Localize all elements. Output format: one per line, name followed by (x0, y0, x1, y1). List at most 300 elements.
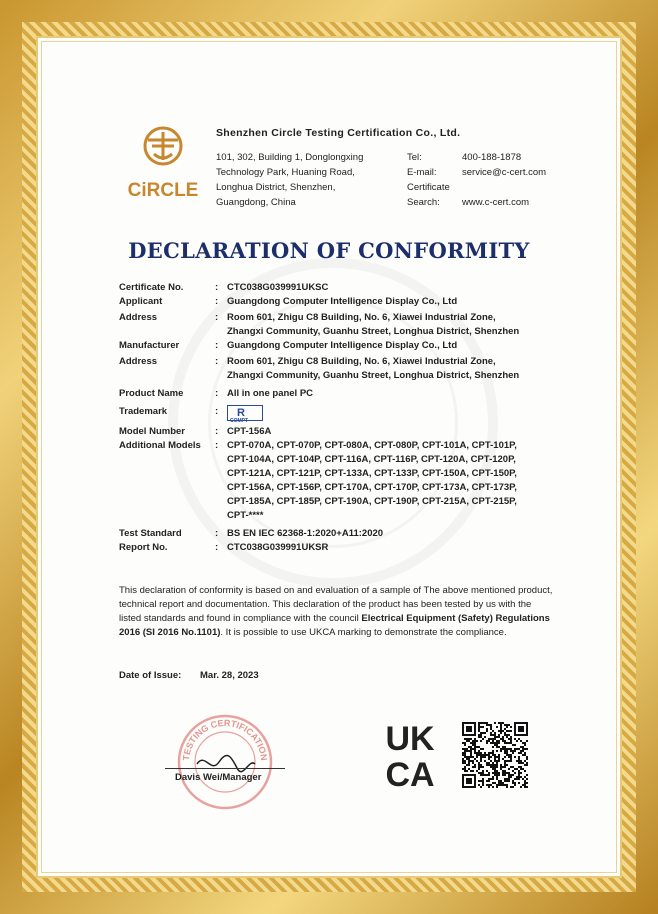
qr-module (512, 774, 514, 776)
qr-module (488, 774, 490, 776)
qr-module (494, 756, 496, 758)
qr-module (518, 778, 520, 780)
qr-module (498, 756, 500, 758)
qr-module (466, 738, 468, 740)
qr-module (496, 786, 498, 788)
qr-module (518, 782, 520, 784)
qr-module (504, 764, 506, 766)
qr-module (482, 782, 484, 784)
qr-module (500, 748, 502, 750)
qr-module (494, 742, 496, 744)
qr-module (476, 746, 478, 748)
field-label: Test Standard (119, 528, 182, 539)
field-value-line: CPT-121A, CPT-121P, CPT-133A, CPT-133P, CPT-150A, CPT-150P, (227, 468, 517, 479)
qr-module (480, 722, 482, 724)
qr-module (488, 784, 490, 786)
qr-module (490, 732, 492, 734)
qr-module (504, 750, 506, 752)
qr-module (472, 748, 474, 750)
field-colon: : (215, 312, 219, 323)
field-colon: : (215, 388, 219, 399)
qr-module (478, 746, 480, 748)
contact-label: E-mail: (407, 167, 437, 178)
document-title: DECLARATION OF CONFORMITY (128, 238, 530, 263)
qr-module (472, 744, 474, 746)
qr-module (506, 780, 508, 782)
qr-module (504, 740, 506, 742)
qr-module (492, 752, 494, 754)
qr-module (504, 762, 506, 764)
qr-module (524, 748, 526, 750)
qr-module (482, 774, 484, 776)
qr-module (502, 766, 504, 768)
field-value-line: CPT-070A, CPT-070P, CPT-080A, CPT-080P, CPT-101A, CPT-101P, (227, 440, 517, 451)
qr-module (468, 762, 470, 764)
qr-module (490, 742, 492, 744)
qr-module (472, 760, 474, 762)
qr-module (496, 750, 498, 752)
qr-module (480, 772, 482, 774)
field-row (119, 425, 559, 439)
qr-module (522, 784, 524, 786)
qr-module (500, 768, 502, 770)
qr-module (516, 778, 518, 780)
qr-module (492, 734, 494, 736)
qr-module (478, 736, 480, 738)
qr-module (506, 748, 508, 750)
qr-module (468, 750, 470, 752)
contact-label: Certificate (407, 182, 450, 193)
qr-module (524, 744, 526, 746)
qr-module (524, 760, 526, 762)
qr-module (500, 738, 502, 740)
qr-module (504, 784, 506, 786)
qr-module (498, 758, 500, 760)
field-value (227, 439, 559, 523)
qr-module (462, 748, 464, 750)
qr-module (488, 756, 490, 758)
qr-module (462, 742, 464, 744)
qr-module (466, 778, 472, 784)
qr-module (504, 778, 506, 780)
qr-module (474, 746, 476, 748)
qr-module (486, 774, 488, 776)
qr-module (524, 780, 526, 782)
qr-module (508, 772, 510, 774)
qr-module (494, 758, 496, 760)
qr-module (464, 768, 466, 770)
qr-module (506, 734, 508, 736)
qr-module (498, 780, 500, 782)
qr-module (486, 784, 488, 786)
qr-module (490, 728, 492, 730)
field-value-line: All in one panel PC (227, 388, 314, 399)
qr-module (524, 782, 526, 784)
field-value-line: CTC038G039991UKSR (227, 542, 329, 553)
qr-module (518, 758, 520, 760)
qr-module (480, 732, 482, 734)
field-label: Additional Models (119, 440, 201, 451)
qr-module (478, 734, 480, 736)
qr-module (484, 736, 486, 738)
field-colon: : (215, 340, 219, 351)
qr-module (496, 772, 498, 774)
field-row (119, 311, 559, 339)
qr-module (524, 764, 526, 766)
qr-module (506, 786, 508, 788)
qr-module (498, 742, 500, 744)
qr-module (494, 774, 496, 776)
qr-module (518, 772, 520, 774)
qr-module (494, 770, 496, 772)
svg-text:TESTING CERTIFICATION (181, 718, 269, 761)
qr-module (508, 778, 510, 780)
qr-module (502, 730, 504, 732)
qr-module (524, 770, 526, 772)
qr-module (492, 764, 494, 766)
qr-module (514, 778, 516, 780)
qr-module (480, 752, 482, 754)
qr-module (474, 764, 476, 766)
qr-module (522, 778, 524, 780)
qr-module (464, 738, 466, 740)
qr-module (496, 736, 498, 738)
qr-module (470, 756, 472, 758)
qr-module (500, 782, 502, 784)
qr-module (504, 734, 506, 736)
qr-module (466, 750, 468, 752)
qr-module (466, 764, 468, 766)
qr-module (504, 732, 506, 734)
qr-module (504, 742, 506, 744)
qr-module (484, 760, 486, 762)
qr-module (510, 756, 512, 758)
qr-module (470, 748, 472, 750)
qr-module (508, 730, 510, 732)
qr-module (514, 782, 516, 784)
qr-module (484, 756, 486, 758)
qr-module (482, 772, 484, 774)
qr-module (514, 784, 516, 786)
qr-module (494, 760, 496, 762)
qr-module (472, 762, 474, 764)
qr-module (522, 762, 524, 764)
qr-module (468, 746, 470, 748)
qr-module (464, 754, 466, 756)
qr-module (526, 786, 528, 788)
qr-module (482, 778, 484, 780)
qr-module (488, 740, 490, 742)
qr-module (468, 756, 470, 758)
qr-module (490, 784, 492, 786)
ukca-top: UK (385, 720, 435, 758)
qr-module (480, 756, 482, 758)
field-row (119, 295, 559, 309)
qr-module (494, 738, 496, 740)
qr-module (504, 774, 506, 776)
qr-module (520, 752, 522, 754)
trademark-mark: R (237, 407, 245, 419)
field-colon: : (215, 296, 219, 307)
field-value (227, 281, 559, 295)
qr-module (518, 762, 520, 764)
qr-module (464, 762, 466, 764)
qr-module (470, 760, 472, 762)
qr-module (478, 772, 480, 774)
qr-module (474, 742, 476, 744)
qr-module (510, 766, 512, 768)
qr-module (522, 742, 524, 744)
qr-module (488, 764, 490, 766)
qr-module (482, 754, 484, 756)
field-label: Product Name (119, 388, 184, 399)
qr-module (492, 762, 494, 764)
qr-module (478, 754, 480, 756)
qr-module (522, 746, 524, 748)
qr-module (468, 758, 470, 760)
field-label: Manufacturer (119, 340, 180, 351)
qr-module (482, 766, 484, 768)
qr-module (506, 752, 508, 754)
qr-module (510, 754, 512, 756)
field-row (119, 527, 559, 541)
qr-module (480, 740, 482, 742)
qr-module (508, 776, 510, 778)
qr-module (514, 744, 516, 746)
qr-module (524, 784, 526, 786)
qr-module (484, 754, 486, 756)
qr-module (484, 774, 486, 776)
qr-module (484, 752, 486, 754)
qr-module (496, 726, 498, 728)
qr-module (502, 738, 504, 740)
qr-module (524, 754, 526, 756)
field-row (119, 339, 559, 353)
qr-module (520, 746, 522, 748)
qr-module (500, 724, 502, 726)
field-label: Report No. (119, 542, 168, 553)
qr-module (464, 742, 466, 744)
qr-module (500, 780, 502, 782)
qr-module (518, 770, 520, 772)
field-value-line: BS EN IEC 62368-1:2020+A11:2020 (227, 528, 384, 539)
qr-module (508, 768, 510, 770)
qr-module (464, 756, 466, 758)
qr-module (506, 784, 508, 786)
qr-module (464, 766, 466, 768)
qr-module (500, 732, 502, 734)
company-address (216, 150, 396, 210)
qr-module (474, 748, 476, 750)
qr-module (494, 722, 496, 724)
qr-module (472, 756, 474, 758)
field-label: Certificate No. (119, 282, 184, 293)
qr-module (502, 782, 504, 784)
qr-module (520, 766, 522, 768)
field-label: Address (119, 356, 158, 367)
qr-module (510, 786, 512, 788)
qr-module (492, 768, 494, 770)
qr-module (480, 726, 482, 728)
qr-module (522, 768, 524, 770)
qr-module (502, 746, 504, 748)
qr-module (486, 742, 488, 744)
qr-module (524, 742, 526, 744)
qr-module (526, 782, 528, 784)
qr-module (474, 766, 476, 768)
certificate-fields (119, 281, 559, 555)
qr-module (510, 742, 512, 744)
address-line: Longhua District, Shenzhen, (216, 182, 336, 193)
qr-module (508, 774, 510, 776)
qr-module (500, 722, 502, 724)
circle-logo (118, 122, 208, 202)
qr-module (480, 766, 482, 768)
qr-module (496, 776, 498, 778)
qr-module (494, 734, 496, 736)
qr-module (464, 744, 466, 746)
field-row (119, 281, 559, 295)
qr-module (526, 740, 528, 742)
qr-code[interactable] (462, 722, 528, 788)
qr-module (468, 740, 470, 742)
qr-module (468, 738, 470, 740)
qr-module (514, 750, 516, 752)
qr-module (526, 778, 528, 780)
qr-module (498, 736, 500, 738)
qr-module (506, 726, 508, 728)
qr-module (490, 756, 492, 758)
signatory-name: Davis Wei/Manager (175, 772, 262, 783)
seal-text: TESTING CERTIFICATION (180, 717, 270, 762)
qr-module (502, 748, 504, 750)
qr-module (468, 764, 470, 766)
qr-module (498, 784, 500, 786)
qr-module (506, 760, 508, 762)
qr-module (512, 752, 514, 754)
qr-module (488, 754, 490, 756)
qr-module (486, 730, 488, 732)
qr-module (490, 726, 492, 728)
qr-module (510, 740, 512, 742)
field-value (227, 387, 559, 401)
qr-module (518, 726, 524, 732)
declaration-regulation: Electrical Equipment (Safety) Regulations 2016 (SI 2016 No.1101) (119, 613, 550, 638)
field-colon: : (215, 542, 219, 553)
qr-module (486, 762, 488, 764)
qr-module (462, 760, 464, 762)
qr-module (504, 766, 506, 768)
qr-module (492, 750, 494, 752)
qr-module (518, 738, 520, 740)
qr-module (466, 756, 468, 758)
qr-module (476, 740, 478, 742)
qr-module (506, 772, 508, 774)
qr-module (504, 772, 506, 774)
field-value-line: Room 601, Zhigu C8 Building, No. 6, Xiawei Industrial Zone, (227, 312, 496, 323)
qr-module (474, 758, 476, 760)
ukca-mark (378, 718, 442, 790)
qr-module (470, 752, 472, 754)
qr-module (494, 744, 496, 746)
qr-module (482, 738, 484, 740)
qr-module (486, 722, 488, 724)
qr-module (496, 740, 498, 742)
qr-module (492, 782, 494, 784)
qr-module (478, 752, 480, 754)
qr-module (520, 768, 522, 770)
logo-text: CiRCLE (127, 180, 199, 201)
qr-module (510, 748, 512, 750)
qr-module (506, 736, 508, 738)
qr-module (518, 760, 520, 762)
qr-module (486, 728, 488, 730)
qr-module (488, 738, 490, 740)
field-colon: : (215, 356, 219, 367)
qr-module (508, 754, 510, 756)
qr-module (516, 740, 518, 742)
qr-module (512, 750, 514, 752)
qr-module (514, 738, 516, 740)
qr-module (520, 762, 522, 764)
qr-module (506, 742, 508, 744)
qr-module (480, 736, 482, 738)
field-value (227, 405, 559, 424)
qr-module (466, 758, 468, 760)
qr-module (478, 728, 480, 730)
qr-module (478, 750, 480, 752)
qr-module (512, 782, 514, 784)
qr-module (494, 764, 496, 766)
field-colon: : (215, 426, 219, 437)
qr-module (496, 774, 498, 776)
contact-label: Search: (407, 197, 440, 208)
qr-module (504, 760, 506, 762)
contact-value: service@c-cert.com (462, 167, 547, 178)
qr-module (474, 752, 476, 754)
qr-module (508, 738, 510, 740)
qr-module (478, 780, 480, 782)
qr-module (490, 724, 492, 726)
contact-value (462, 180, 546, 195)
field-label: Address (119, 312, 158, 323)
qr-module (494, 782, 496, 784)
qr-module (498, 772, 500, 774)
qr-module (518, 748, 520, 750)
qr-module (478, 766, 480, 768)
contact-label: Tel: (407, 152, 422, 163)
qr-module (482, 784, 484, 786)
field-value-line: CPT-185A, CPT-185P, CPT-190A, CPT-190P, CPT-215A, CPT-215P, (227, 496, 517, 507)
field-row (119, 439, 559, 523)
field-value (227, 311, 559, 339)
qr-module (516, 748, 518, 750)
qr-module (506, 730, 508, 732)
qr-module (498, 774, 500, 776)
qr-module (502, 722, 504, 724)
qr-module (486, 770, 488, 772)
handwritten-signature (197, 755, 255, 771)
signature-line (165, 768, 285, 769)
qr-module (482, 780, 484, 782)
qr-module (510, 736, 512, 738)
qr-module (510, 750, 512, 752)
qr-module (492, 738, 494, 740)
qr-module (466, 726, 472, 732)
field-colon: : (215, 406, 219, 417)
qr-module (494, 772, 496, 774)
qr-module (506, 764, 508, 766)
